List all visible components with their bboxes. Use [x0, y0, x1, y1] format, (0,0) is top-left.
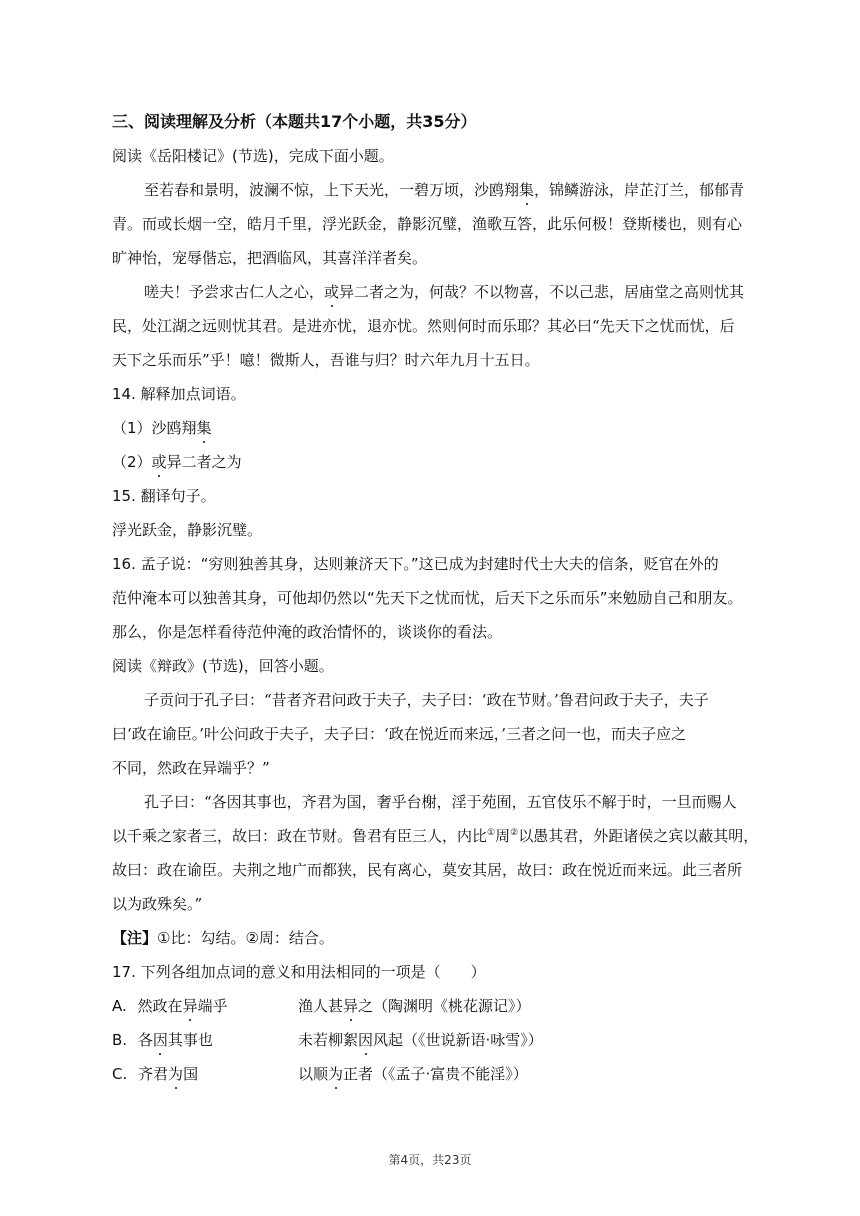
question-17-title: 17. 下列各组加点词的意义和用法相同的一项是（ ） [112, 963, 486, 981]
option-label: B. [112, 1031, 128, 1049]
option-right-text: 渔人甚异之（陶渊明《桃花源记》） [298, 997, 531, 1015]
note-tag: 【注】 [112, 929, 158, 947]
bianzheng-paragraph-line: 孔子曰：“各因其事也，齐君为国，奢乎台榭，淫于苑囿，五官伎乐不解于时，一旦而赐人 [144, 793, 737, 811]
question-16-line: 范仲淹本可以独善其身，可他却仍然以“先天下之忧而忧，后天下之乐而乐”来勉励自己和朋友。 [112, 589, 743, 607]
bianzheng-paragraph-line: 曰‘政在谕臣。’叶公问政于夫子，夫子曰：‘政在悦近而来远，’三者之问一也，而夫子应之 [112, 725, 687, 743]
yueyang-paragraph-line: 至若春和景明，波澜不惊，上下天光，一碧万顷，沙鸥翔集，锦鳞游泳，岸芷汀兰，郁郁青 [144, 181, 745, 199]
bianzheng-paragraph-line: 不同，然政在异端乎？” [112, 759, 270, 777]
question-17-option-a [112, 996, 228, 1016]
annotation-note: 【注】①比：勾结。②周：结合。 [112, 929, 334, 947]
question-15-sentence: 浮光跃金，静影沉璧。 [112, 521, 263, 539]
option-left-text: 各因其事也 [137, 1031, 213, 1049]
question-17-option-b [112, 1030, 213, 1050]
emphasis-dot-word: 或 [324, 283, 340, 301]
option-label: C. [112, 1065, 128, 1083]
emphasis-dot-word: 为 [328, 1065, 344, 1083]
emphasis-dot-word: 为 [168, 1065, 184, 1083]
footnote-marker: ② [510, 828, 519, 838]
option-left-text: 齐君为国 [138, 1065, 199, 1083]
emphasis-dot-word: 因 [152, 1031, 168, 1049]
yueyang-paragraph-line: 民，处江湖之远则忧其君。是进亦忧，退亦忧。然则何时而乐耶？其必曰“先天下之忧而忧，后 [112, 317, 735, 335]
question-17-option-c [112, 1064, 198, 1084]
emphasis-dot-word: 异 [343, 997, 359, 1015]
emphasis-dot-word: 或 [151, 453, 167, 471]
question-16-line: 16. 孟子说：“穷则独善其身，达则兼济天下。”这已成为封建时代士大夫的信条，贬官在外的 [112, 555, 719, 573]
yueyang-intro: 阅读《岳阳楼记》(节选)，完成下面小题。 [112, 147, 394, 165]
question-14-item-1: （1）沙鸥翔集 [112, 419, 212, 437]
question-14-item-2: （2）或异二者之为 [112, 453, 242, 471]
bianzheng-intro: 阅读《辩政》(节选)，回答小题。 [112, 657, 334, 675]
bianzheng-paragraph-line: 子贡问于孔子曰：“昔者齐君问政于夫子，夫子曰：‘政在节财。’鲁君问政于夫子，夫子 [144, 691, 709, 709]
section-title: 三、阅读理解及分析（本题共17个小题，共35分） [112, 112, 477, 131]
footnote-marker: ① [487, 828, 496, 838]
option-label: A. [112, 997, 127, 1015]
question-15-title: 15. 翻译句子。 [112, 487, 216, 505]
page-footer: 第4页，共23页 [388, 1153, 472, 1167]
emphasis-dot-word: 集 [196, 419, 212, 437]
option-left-text: 然政在异端乎 [137, 997, 228, 1015]
option-right-text: 以顺为正者（《孟子·富贵不能淫》） [298, 1065, 528, 1083]
emphasis-dot-word: 集 [519, 181, 535, 199]
option-right-text: 未若柳絮因风起（《世说新语·咏雪》） [298, 1031, 543, 1049]
bianzheng-paragraph-line: 故曰：政在谕臣。夫荆之地广而都狭，民有离心，莫安其居，故曰：政在悦近而来远。此三者所 [112, 861, 743, 879]
question-14-title: 14. 解释加点词语。 [112, 385, 246, 403]
yueyang-paragraph-line: 旷神怡，宠辱偕忘，把酒临风，其喜洋洋者矣。 [112, 249, 428, 267]
yueyang-paragraph-line: 嗟夫！予尝求古仁人之心，或异二者之为，何哉？不以物喜，不以己悲，居庙堂之高则忧其 [144, 283, 745, 301]
question-16-line: 那么，你是怎样看待范仲淹的政治情怀的，谈谈你的看法。 [112, 623, 503, 641]
emphasis-dot-word: 因 [358, 1031, 374, 1049]
yueyang-paragraph-line: 青。而或长烟一空，皓月千里，浮光跃金，静影沉璧，渔歌互答，此乐何极！登斯楼也，则有心 [112, 215, 743, 233]
emphasis-dot-word: 异 [182, 997, 198, 1015]
bianzheng-paragraph-line: 以千乘之家者三，故曰：政在节财。鲁君有臣三人，内比①周②以愚其君，外距诸侯之宾以蔽其明， [112, 827, 759, 845]
bianzheng-paragraph-line: 以为政殊矣。” [112, 895, 203, 913]
yueyang-paragraph-line: 天下之乐而乐”乎！噫！微斯人，吾谁与归？时六年九月十五日。 [112, 351, 540, 369]
